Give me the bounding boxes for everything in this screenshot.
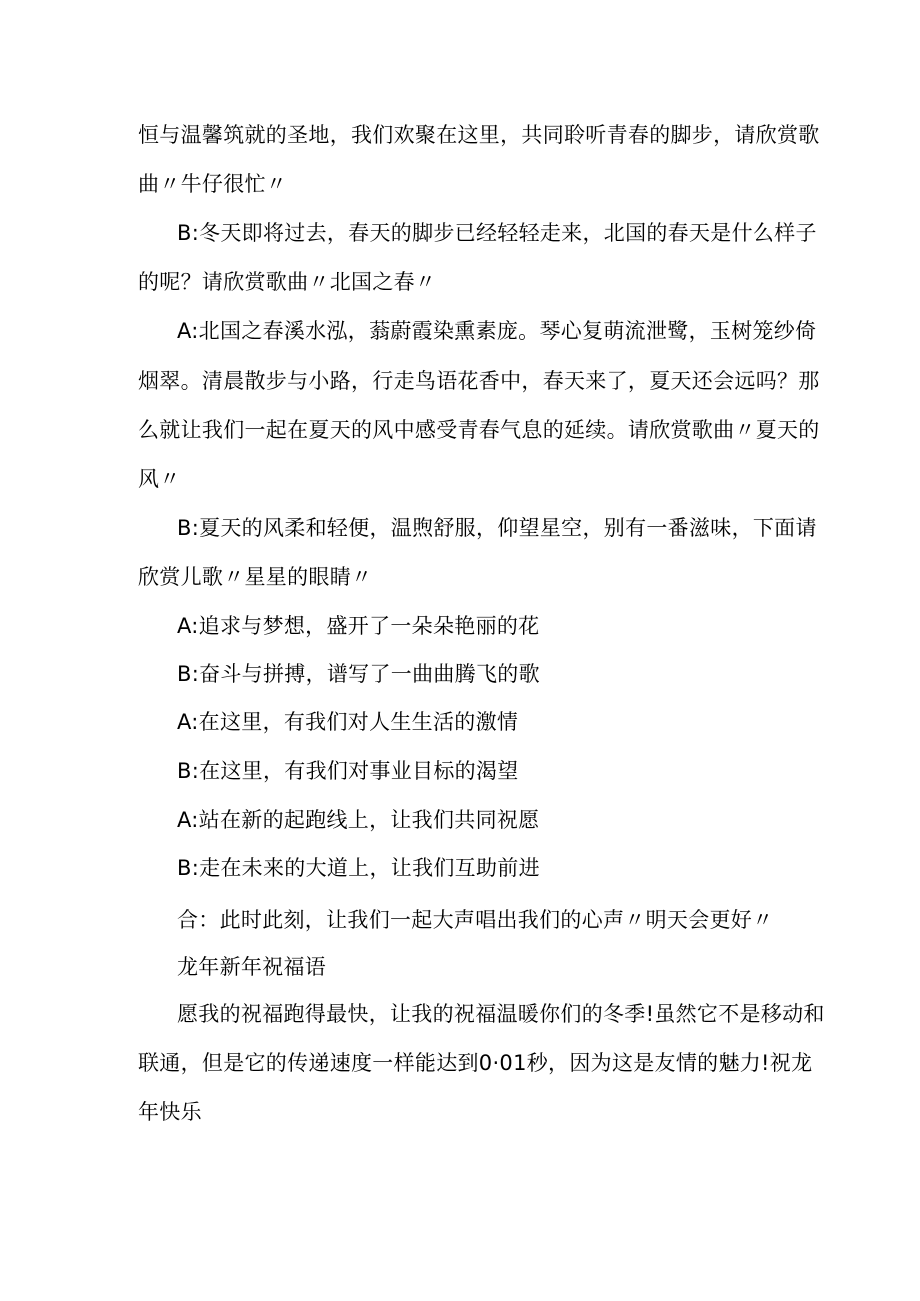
text-line: 的呢？请欣赏歌曲〃北国之春〃 [138, 270, 437, 294]
text-line: A:站在新的起跑线上，让我们共同祝愿 [177, 808, 540, 832]
text-line: B:夏天的风柔和轻便，温煦舒服，仰望星空，别有一番滋味，下面请 [177, 516, 817, 540]
text-line: 联通，但是它的传递速度一样能达到0·01秒，因为这是友情的魅力!祝龙 [138, 1051, 813, 1075]
text-line: B:奋斗与拼搏，谱写了一曲曲腾飞的歌 [177, 662, 540, 686]
text-line: 欣赏儿歌〃星星的眼睛〃 [138, 565, 373, 589]
text-line: A:在这里，有我们对人生生活的激情 [177, 710, 519, 734]
text-line: 烟翠。清晨散步与小路，行走鸟语花香中，春天来了，夏天还会远吗？那 [138, 369, 820, 393]
text-line: B:冬天即将过去，春天的脚步已经轻轻走来，北国的春天是什么样子 [177, 221, 817, 245]
text-line: 曲〃牛仔很忙〃 [138, 172, 288, 196]
text-line: B:在这里，有我们对事业目标的渴望 [177, 759, 519, 783]
text-line: 恒与温馨筑就的圣地，我们欢聚在这里，共同聆听青春的脚步，请欣赏歌 [138, 123, 820, 147]
text-line: A:北国之春溪水泓，蓊蔚霞染熏素庞。琴心复萌流泄鹭，玉树笼纱倚 [177, 319, 817, 343]
text-line: 么就让我们一起在夏天的风中感受青春气息的延续。请欣赏歌曲〃夏天的 [138, 418, 820, 442]
text-line: B:走在未来的大道上，让我们互助前进 [177, 856, 540, 880]
text-line: 愿我的祝福跑得最快，让我的祝福温暖你们的冬季!虽然它不是移动和 [177, 1002, 825, 1026]
text-line: A:追求与梦想，盛开了一朵朵艳丽的花 [177, 614, 540, 638]
text-line: 风〃 [138, 467, 181, 491]
text-line: 合：此时此刻，让我们一起大声唱出我们的心声〃明天会更好〃 [177, 908, 774, 932]
text-line: 年快乐 [138, 1100, 202, 1124]
section-heading: 龙年新年祝福语 [177, 955, 327, 979]
